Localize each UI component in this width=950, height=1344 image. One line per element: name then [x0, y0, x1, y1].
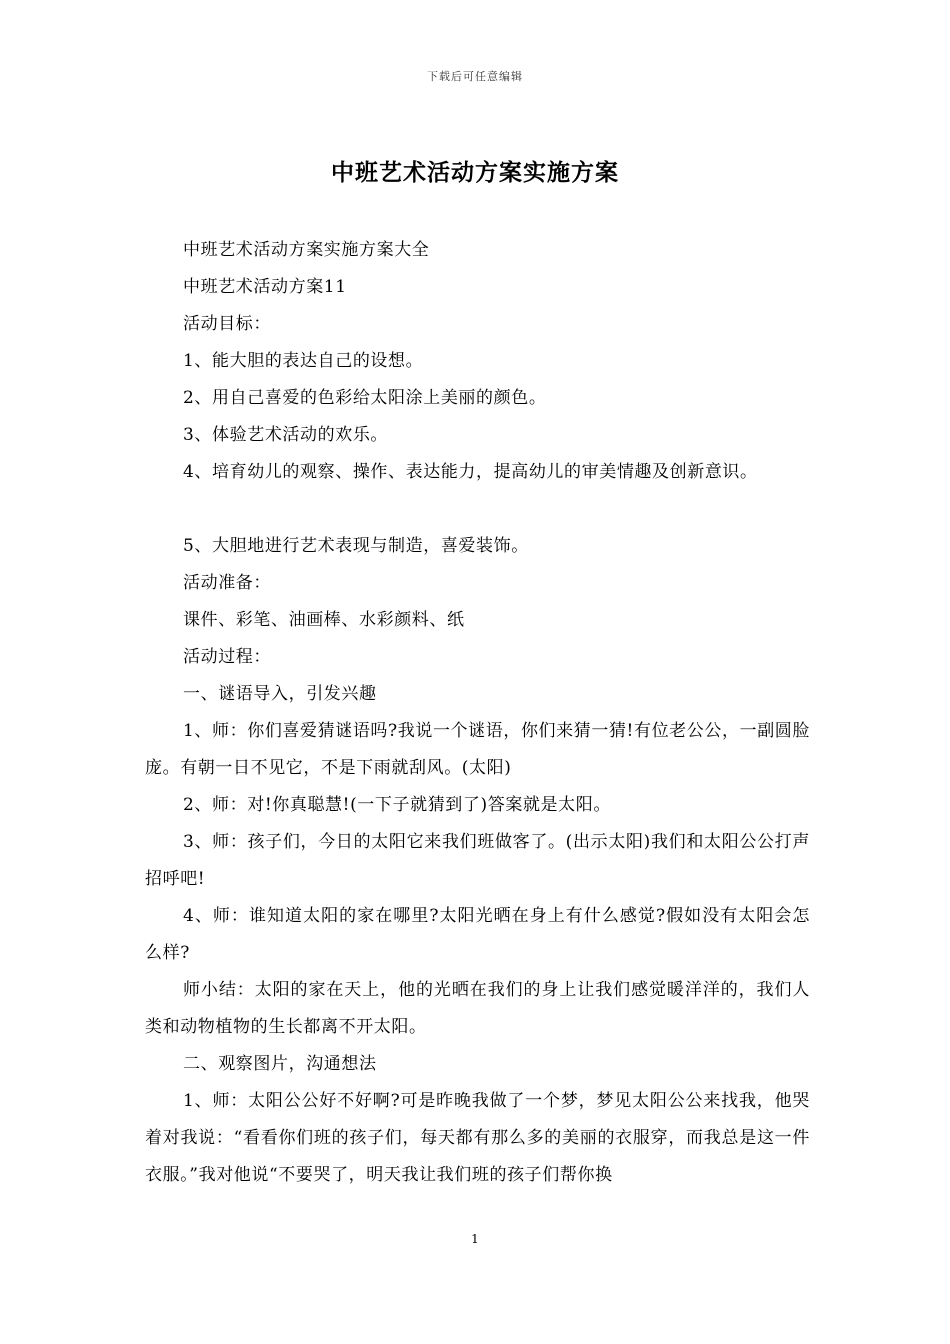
paragraph: 活动过程：	[183, 647, 271, 667]
paragraph: 2、师：对!你真聪慧!(一下子就猜到了)答案就是太阳。	[183, 795, 611, 815]
paragraph: 5、大胆地进行艺术表现与制造，喜爱装饰。	[183, 536, 529, 556]
paragraph: 一、谜语导入，引发兴趣	[183, 684, 377, 704]
paragraph: 活动目标：	[183, 314, 271, 334]
paragraph: 课件、彩笔、油画棒、水彩颜料、纸	[183, 610, 465, 630]
paragraph: 1、师：你们喜爱猜谜语吗?我说一个谜语，你们来猜一猜!有位老公公，一副圆脸庞。有朝一日不见它，不是下雨就刮风。(太阳)	[145, 721, 810, 778]
document-body	[145, 232, 810, 1194]
paragraph: 4、培育幼儿的观察、操作、表达能力，提高幼儿的审美情趣及创新意识。	[183, 462, 758, 482]
paragraph: 中班艺术活动方案11	[183, 277, 347, 297]
paragraph: 2、用自己喜爱的色彩给太阳涂上美丽的颜色。	[183, 388, 547, 408]
paragraph: 中班艺术活动方案实施方案大全	[183, 240, 430, 260]
page-number: 1	[471, 1232, 479, 1246]
paragraph: 3、师：孩子们，今日的太阳它来我们班做客了。(出示太阳)我们和太阳公公打声招呼吧!	[145, 832, 810, 889]
blank-line	[145, 491, 810, 528]
paragraph: 二、观察图片，沟通想法	[183, 1054, 377, 1074]
paragraph: 1、师：太阳公公好不好啊?可是昨晚我做了一个梦，梦见太阳公公来找我，他哭着对我说：“看看你们班的孩子们，每天都有那么多的美丽的衣服穿，而我总是这一件衣服。”我对他说“不要哭了，明天我让我们班的孩子们帮你换	[145, 1091, 810, 1185]
paragraph: 活动准备：	[183, 573, 271, 593]
paragraph: 3、体验艺术活动的欢乐。	[183, 425, 389, 445]
document-title: 中班艺术活动方案实施方案	[331, 159, 619, 186]
paragraph: 师小结：太阳的家在天上，他的光晒在我们的身上让我们感觉暖洋洋的，我们人类和动物植物的生长都离不开太阳。	[145, 980, 810, 1037]
paragraph: 4、师：谁知道太阳的家在哪里?太阳光晒在身上有什么感觉?假如没有太阳会怎么样?	[145, 906, 810, 963]
header-note: 下载后可任意编辑	[427, 70, 523, 83]
paragraph: 1、能大胆的表达自己的设想。	[183, 351, 424, 371]
